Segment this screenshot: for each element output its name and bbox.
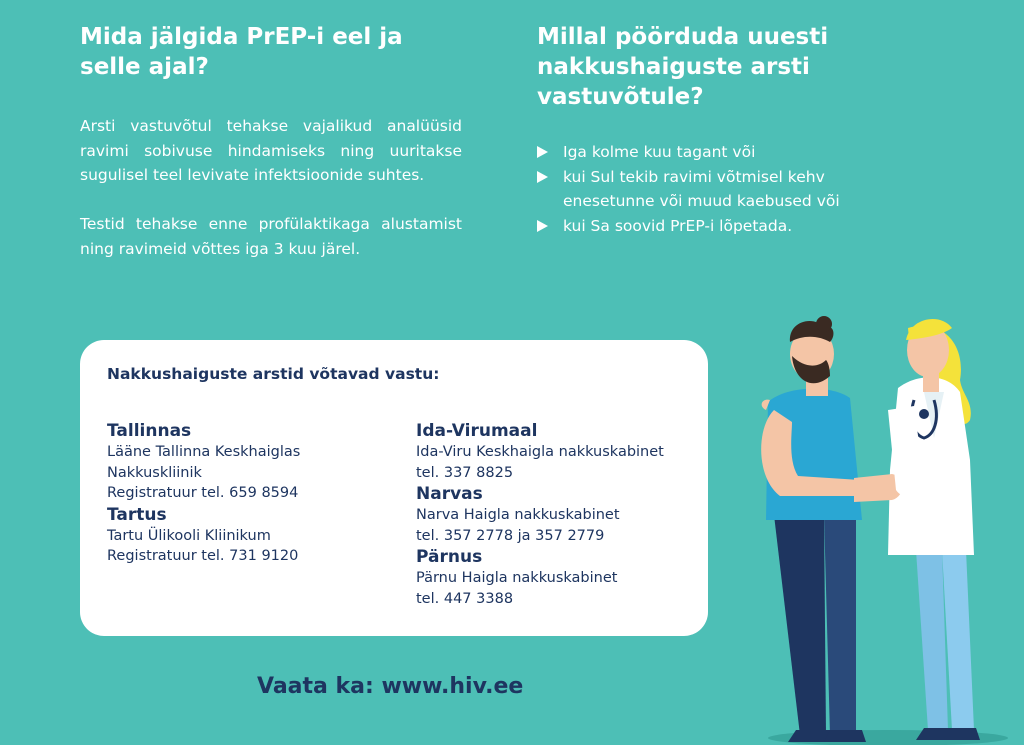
bullet-list [537,140,907,238]
bullet-item [537,165,907,214]
patient-doctor-illustration [738,310,1024,745]
left-paragraph-2: Testid tehakse enne profülaktikaga alustamist ning ravimeid võttes iga 3 kuu järel. [80,215,462,258]
contact-phone: tel. 447 3388 [416,590,514,607]
bullet-text: kui Sa soovid PrEP-i lõpetada. [563,216,793,235]
contact-phone: Registratuur tel. 659 8594 [107,485,299,501]
contact-phone: tel. 337 8825 [416,464,514,481]
contact-phone: tel. 357 2778 ja 357 2779 [416,527,605,544]
contact-column-left [107,420,407,567]
contact-line: Narva Haigla nakkuskabinet [416,507,620,523]
triangle-bullet-icon [537,220,548,232]
website-link[interactable]: Vaata ka: www.hiv.ee [257,674,524,699]
bullet-text: kui Sul tekib ravimi võtmisel kehv enesetunne või muud kaebused või [563,167,840,210]
triangle-bullet-icon [537,171,548,183]
contact-column-right [416,420,706,609]
contact-line: Ida-Viru Keskhaigla nakkuskabinet [416,444,664,460]
left-paragraph-1: Arsti vastuvõtul tehakse vajalikud analüüsid ravimi sobivuse hindamiseks ning uuritakse sugulisel teel levivate infektsioonide suhtes. [80,117,462,184]
contact-card [80,340,708,636]
contact-phone: Registratuur tel. 731 9120 [107,548,299,564]
contact-line: Tartu Ülikooli Kliinikum [107,527,271,544]
right-section-heading: Millal pöörduda uuesti nakkushaiguste arsti vastuvõtule? [537,24,829,110]
city-ida-virumaa: Ida-Virumaal [416,421,538,441]
contact-line: Lääne Tallinna Keskhaiglas [107,444,301,460]
contact-card-title: Nakkushaiguste arstid võtavad vastu: [107,365,440,383]
city-parnu: Pärnus [416,547,483,567]
left-section-heading: Mida jälgida PrEP-i eel ja selle ajal? [80,24,403,80]
city-narva: Narvas [416,484,483,504]
city-tallinn: Tallinnas [107,421,192,441]
city-tartu: Tartus [107,504,167,525]
contact-line: Nakkuskliinik [107,464,202,481]
contact-line: Pärnu Haigla nakkuskabinet [416,570,618,586]
bullet-item [537,214,907,239]
triangle-bullet-icon [537,146,548,158]
bullet-text: Iga kolme kuu tagant või [563,143,756,161]
bullet-item [537,140,907,165]
